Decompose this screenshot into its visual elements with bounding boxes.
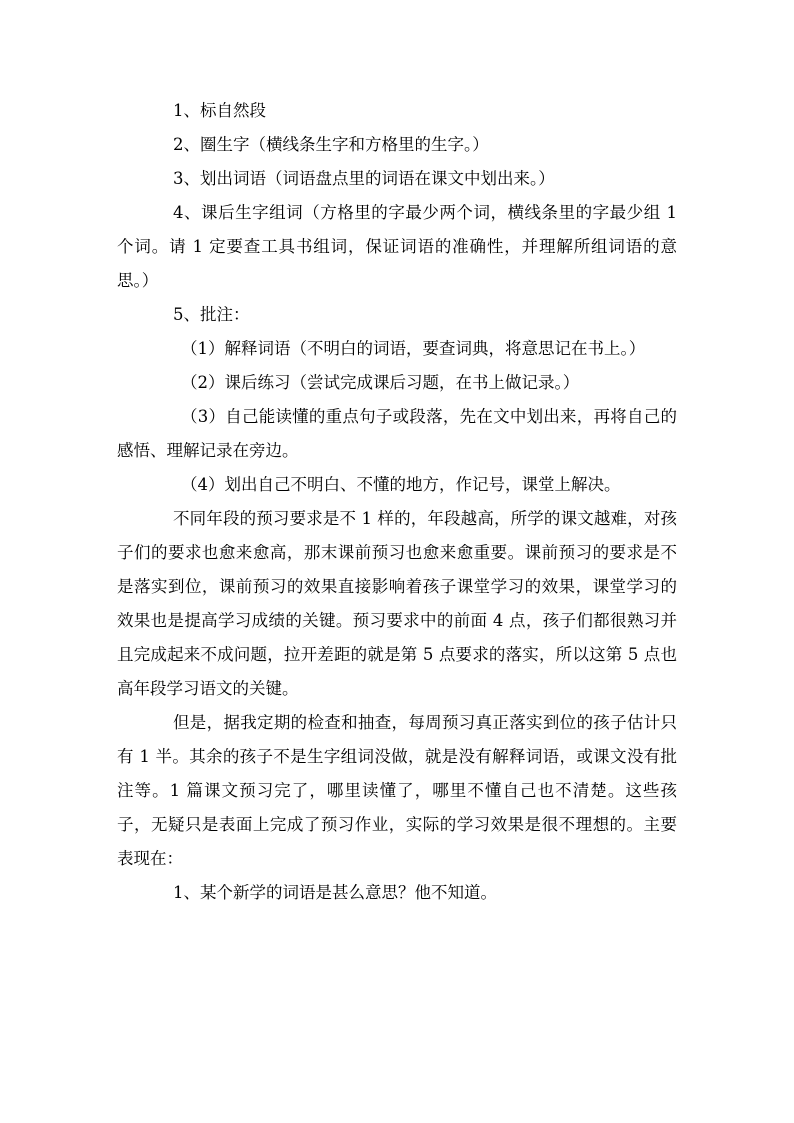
annotate-item-2: （2）课后练习（尝试完成课后习题，在书上做记录。） <box>181 373 580 392</box>
step-3-mark-words: 3、划出词语（词语盘点里的词语在课文中划出来。） <box>173 169 555 188</box>
body-paragraph-observations: 但是，据我定期的检查和抽查，每周预习真正落实到位的孩子估计只有 1 半。其余的孩子不是生字组词没做，就是没有解释词语，或课文没有批注等。1 篇课文预习完了，哪里读懂了，哪里不懂自己也不清楚。这些孩子，无疑只是表面上完成了预习作业，实际的学习效果是很不理想的。主要表现在： <box>117 713 677 868</box>
annotate-item-3: （3）自己能读懂的重点句子或段落，先在文中划出来，再将自己的感悟、理解记录在旁边。 <box>117 407 677 460</box>
annotate-item-1: （1）解释词语（不明白的词语，要查词典，将意思记在书上。） <box>181 339 646 358</box>
body-paragraph-symptom-1: 1、某个新学的词语是甚么意思？他不知道。 <box>173 883 497 902</box>
document-body <box>117 94 677 910</box>
step-1-mark-paragraphs: 1、标自然段 <box>173 101 266 120</box>
step-2-circle-characters: 2、圈生字（横线条生字和方格里的生字。） <box>173 135 489 154</box>
annotate-item-4: （4）划出自己不明白、不懂的地方，作记号，课堂上解决。 <box>181 475 621 494</box>
body-paragraph-requirements: 不同年段的预习要求是不 1 样的，年段越高，所学的课文越难，对孩子们的要求也愈来愈高，那末课前预习也愈来愈重要。课前预习的要求是不是落实到位，课前预习的效果直接影响着孩子课堂学习的效果，课堂学习的效果也是提高学习成绩的关键。预习要求中的前面 4 点，孩子们都很熟习并且完成起来不成问题，拉开差距的就是第 5 点要求的落实，所以这第 5 点也高年段学习语文的关键。 <box>117 509 677 698</box>
step-5-annotate: 5、批注： <box>173 305 250 324</box>
step-4-form-words: 4、课后生字组词（方格里的字最少两个词，横线条里的字最少组 1 个词。请 1 定要查工具书组词，保证词语的准确性，并理解所组词语的意思。） <box>117 203 677 290</box>
